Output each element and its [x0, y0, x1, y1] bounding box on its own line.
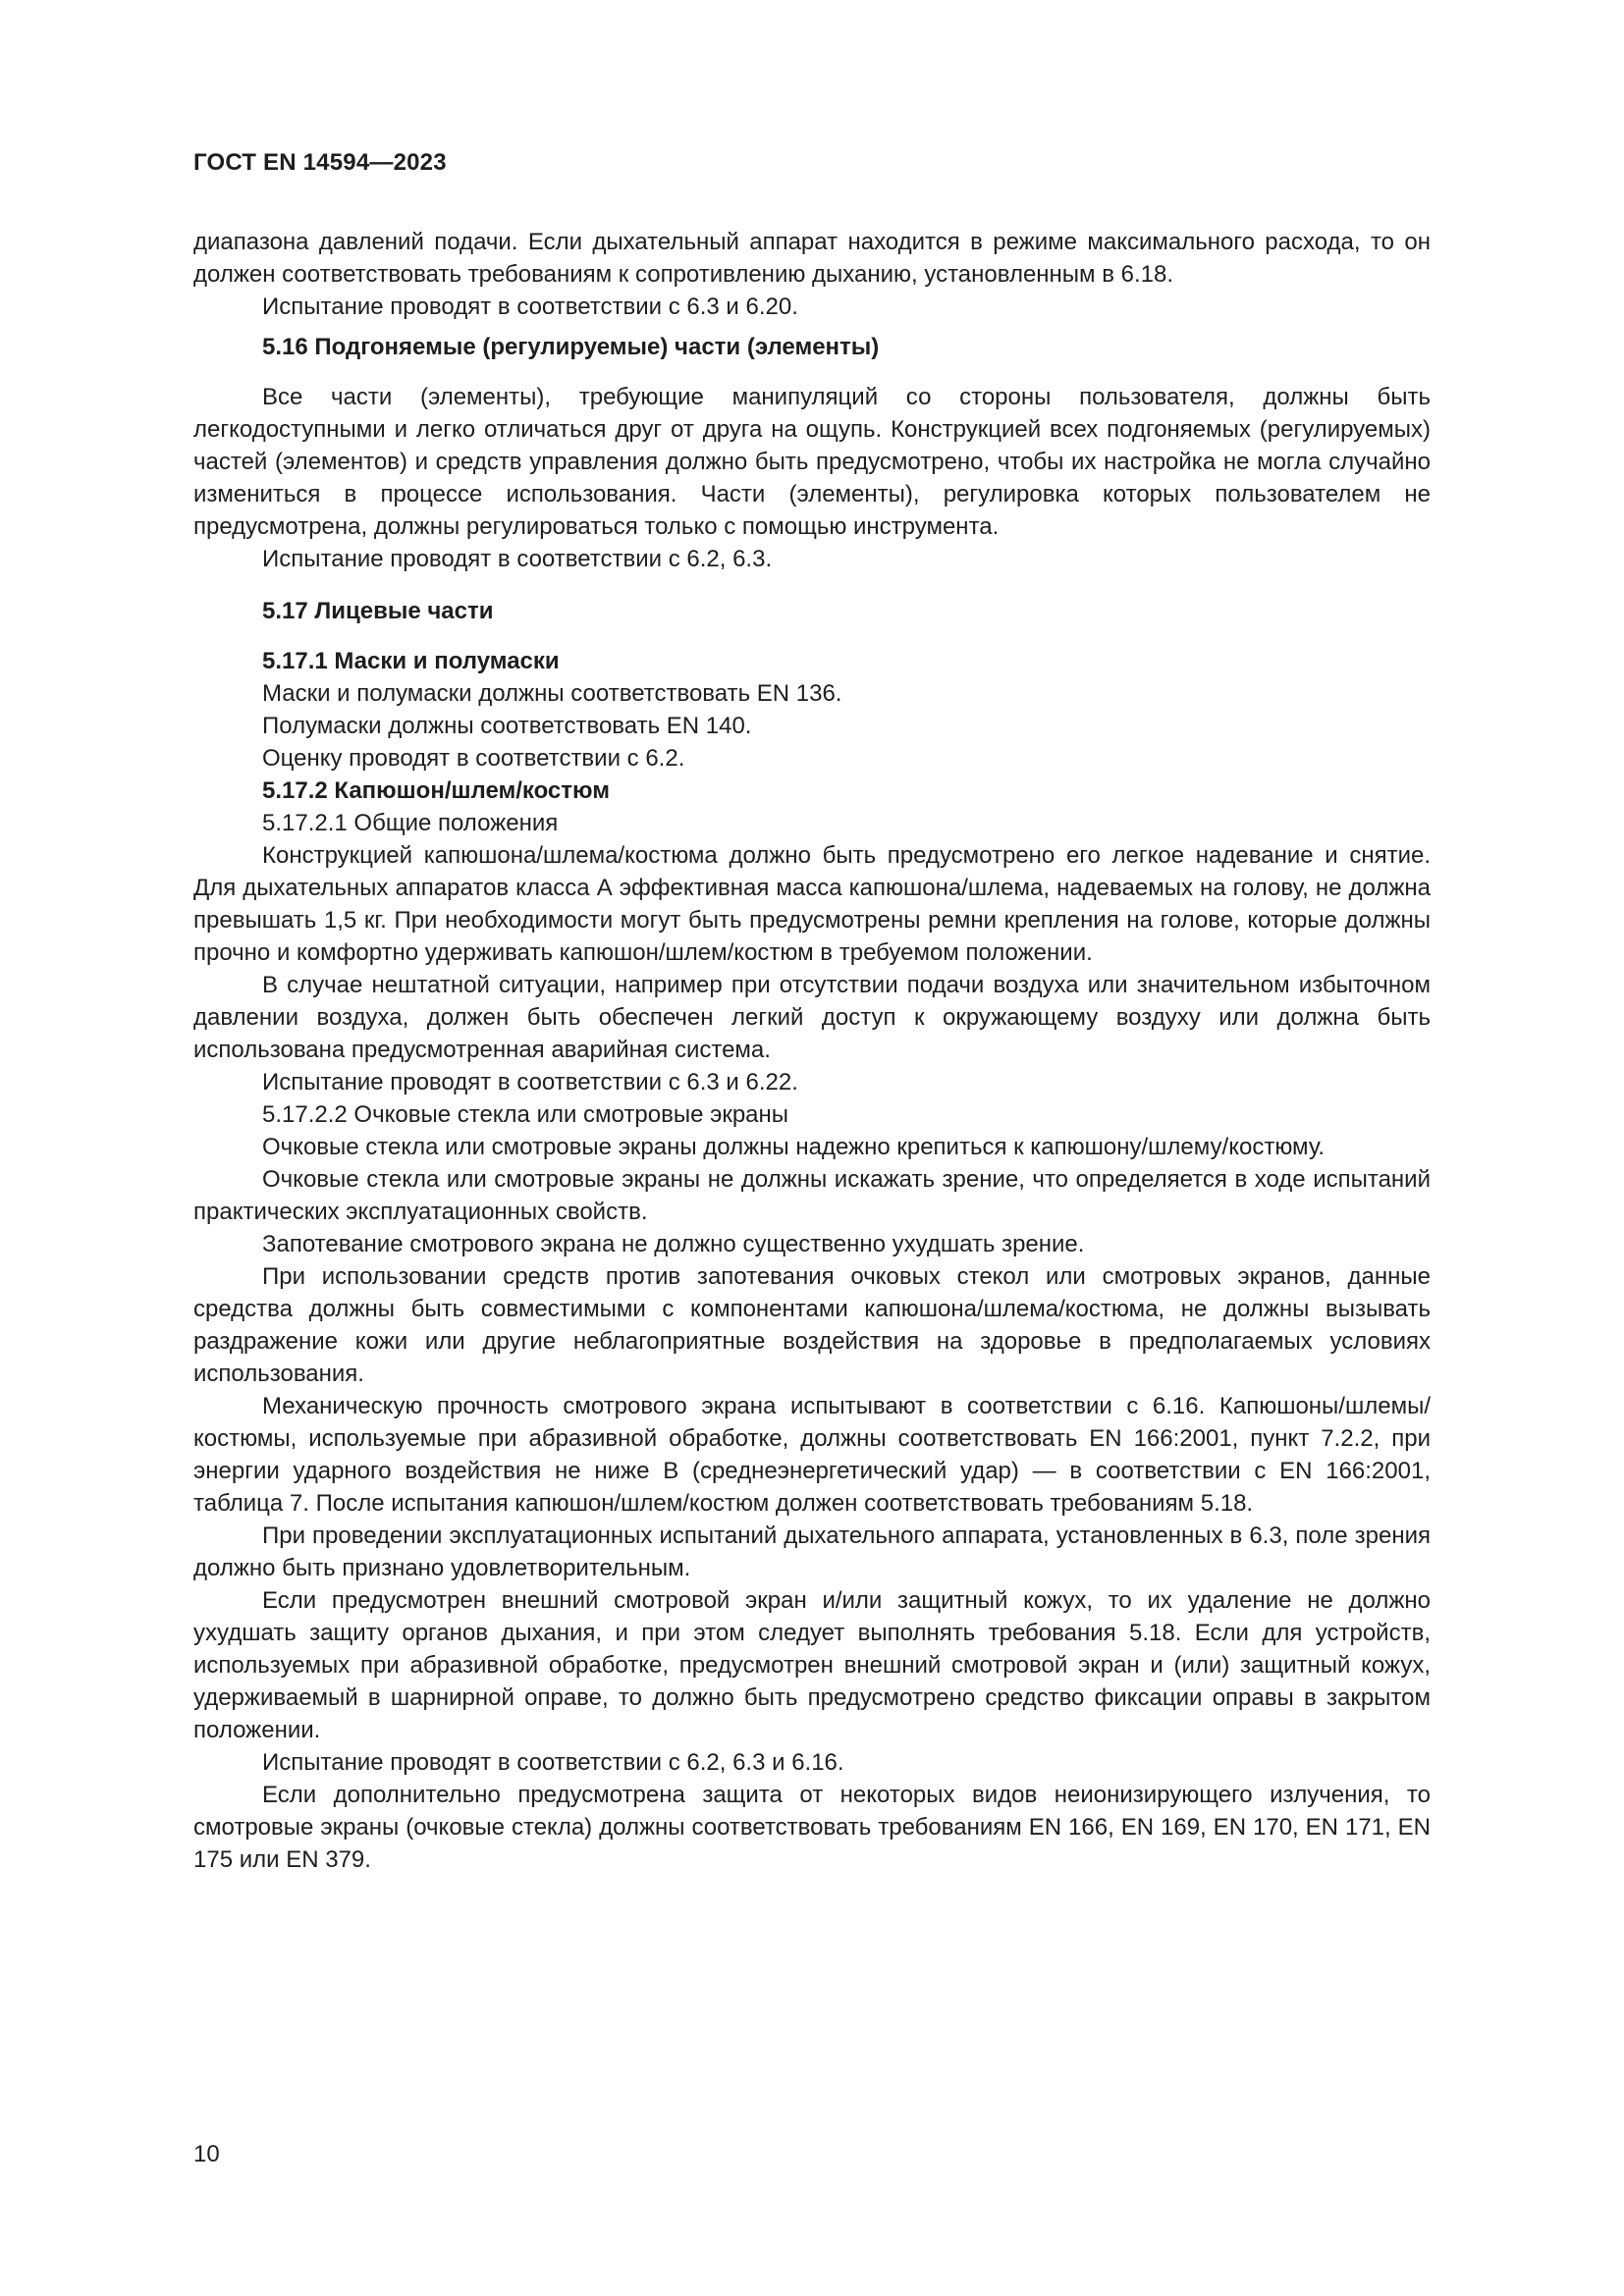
section-heading-5-16: 5.16 Подгоняемые (регулируемые) части (элементы): [262, 334, 880, 360]
paragraph: Испытание проводят в соответствии с 6.3 и 6.22.: [262, 1069, 798, 1095]
subsection-heading-5-17-2-1: 5.17.2.1 Общие положения: [262, 810, 559, 836]
paragraph: Оценку проводят в соответствии с 6.2.: [262, 745, 685, 772]
paragraph: Очковые стекла или смотровые экраны должны надежно крепиться к капюшону/шлему/костюму.: [262, 1134, 1326, 1160]
page-number: 10: [193, 2141, 220, 2167]
section-heading-5-17-2: 5.17.2 Капюшон/шлем/костюм: [262, 777, 610, 804]
paragraph: Испытание проводят в соответствии с 6.3 и 6.20.: [262, 294, 798, 320]
paragraph: диапазона давлений подачи. Если дыхательный аппарат находится в режиме максимального расхода, то он должен соответствовать требованиям к сопротивлению дыханию, установленным в 6.18.: [193, 229, 1431, 288]
paragraph: Маски и полумаски должны соответствовать EN 136.: [262, 680, 842, 707]
paragraph: Если предусмотрен внешний смотровой экран и/или защитный кожух, то их удаление не должно ухудшать защиту органов дыхания, и при этом следует выполнять требования 5.18. Если для устройств, используемых при абразивной обработке, предусмотрен внешний смотровой экран и (или) защитный кожух, удерживаемый в шарнирной оправе, то должно быть предусмотрено средство фиксации оправы в закрытом положении.: [193, 1587, 1431, 1743]
paragraph: Конструкцией капюшона/шлема/костюма должно быть предусмотрено его легкое надевание и снятие. Для дыхательных аппаратов класса А эффективная масса капюшона/шлема, надеваемых на голову, не должна превышать 1,5 кг. При необходимости могут быть предусмотрены ремни крепления на голове, которые должны прочно и комфортно удерживать капюшон/шлем/костюм в требуемом положении.: [193, 842, 1431, 966]
paragraph: Все части (элементы), требующие манипуляций со стороны пользователя, должны быть легкодоступными и легко отличаться друг от друга на ощупь. Конструкцией всех подгоняемых (регулируемых) частей (элементов) и средств управления должно быть предусмотрено, чтобы их настройка не могла случайно измениться в процессе использования. Части (элементы), регулировка которых пользователем не предусмотрена, должны регулироваться только с помощью инструмента.: [193, 384, 1431, 540]
paragraph: Испытание проводят в соответствии с 6.2, 6.3 и 6.16.: [262, 1749, 844, 1776]
paragraph: При проведении эксплуатационных испытаний дыхательного аппарата, установленных в 6.3, поле зрения должно быть признано удовлетворительным.: [193, 1522, 1431, 1581]
paragraph: При использовании средств против запотевания очковых стекол или смотровых экранов, данные средства должны быть совместимыми с компонентами капюшона/шлема/костюма, не должны вызывать раздражение кожи или другие неблагоприятные воздействия на здоровье в предполагаемых условиях использования.: [193, 1263, 1431, 1387]
paragraph: Механическую прочность смотрового экрана испытывают в соответствии с 6.16. Капюшоны/шлемы/костюмы, используемые при абразивной обработке, должны соответствовать EN 166:2001, пункт 7.2.2, при энергии ударного воздействия не ниже В (среднеэнергетический удар) — в соответствии с EN 166:2001, таблица 7. После испытания капюшон/шлем/костюм должен соответствовать требованиям 5.18.: [193, 1393, 1431, 1517]
document-body: [193, 226, 1431, 1876]
paragraph: В случае нештатной ситуации, например при отсутствии подачи воздуха или значительном избыточном давлении воздуха, должен быть обеспечен легкий доступ к окружающему воздуху или должна быть использована предусмотренная аварийная система.: [193, 972, 1431, 1063]
section-heading-5-17-1: 5.17.1 Маски и полумаски: [262, 648, 560, 674]
document-header: ГОСТ EN 14594—2023: [193, 149, 447, 176]
paragraph: Очковые стекла или смотровые экраны не должны искажать зрение, что определяется в ходе испытаний практических эксплуатационных свойств.: [193, 1166, 1431, 1225]
section-heading-5-17: 5.17 Лицевые части: [262, 598, 494, 624]
subsection-heading-5-17-2-2: 5.17.2.2 Очковые стекла или смотровые экраны: [262, 1101, 789, 1128]
paragraph: Если дополнительно предусмотрена защита от некоторых видов неионизирующего излучения, то смотровые экраны (очковые стекла) должны соответствовать требованиям EN 166, EN 169, EN 170, EN 171, EN 175 или EN 379.: [193, 1782, 1431, 1873]
paragraph: Запотевание смотрового экрана не должно существенно ухудшать зрение.: [262, 1231, 1085, 1257]
paragraph: Испытание проводят в соответствии с 6.2, 6.3.: [262, 546, 773, 572]
paragraph: Полумаски должны соответствовать EN 140.: [262, 713, 752, 739]
